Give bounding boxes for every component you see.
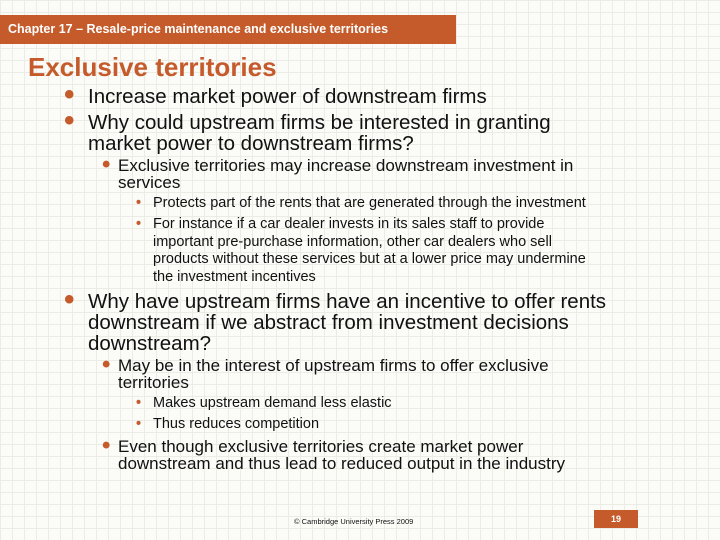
bullet-text: Protects part of the rents that are generated through the investment	[153, 195, 586, 211]
bullet-text-line: Why could upstream firms be interested in granting	[88, 111, 551, 134]
bullet-item-level3	[136, 416, 319, 434]
bullet-icon: •	[136, 395, 142, 411]
bullet-text-line: For instance if a car dealer invests in its sales staff to provide	[153, 216, 545, 232]
bullet-item-level3	[136, 195, 586, 213]
bullet-item-level1	[64, 283, 607, 355]
bullet-icon: •	[64, 283, 75, 316]
bullet-item-level2	[102, 351, 549, 392]
bullet-item-level3	[136, 216, 586, 286]
slide-title: Exclusive territories	[28, 52, 277, 82]
bullet-item-level1	[64, 78, 487, 111]
bullet-text-line: Even though exclusive territories create market power	[118, 437, 524, 456]
chapter-title: Chapter 17 – Resale-price maintenance and exclusive territories	[8, 22, 389, 36]
chapter-header-bar	[0, 15, 456, 44]
copyright-notice: © Cambridge University Press 2009	[294, 517, 414, 526]
bullet-text: Thus reduces competition	[153, 416, 320, 432]
bullet-text-line: important pre-purchase information, other car dealers who sell	[153, 233, 552, 250]
bullet-icon: •	[102, 432, 111, 459]
bullet-icon: •	[64, 78, 75, 111]
bullet-icon: •	[102, 351, 111, 378]
bullet-icon: •	[136, 216, 142, 232]
bullet-text-line: Exclusive territories may increase downstream investment in	[118, 156, 574, 175]
bullet-text-line: products without these services but at a lower price may undermine	[153, 251, 586, 267]
bullet-text-line: services	[118, 173, 181, 192]
bullet-item-level1	[64, 104, 551, 155]
bullet-text-line: downstream if we abstract from investment decisions	[88, 311, 569, 334]
bullet-icon: •	[136, 416, 142, 432]
bullet-icon: •	[64, 104, 75, 137]
bullet-text-line: May be in the interest of upstream firms to offer exclusive	[118, 356, 549, 375]
bullet-text-line: the investment incentives	[153, 268, 316, 285]
bullet-text-line: downstream and thus lead to reduced output in the industry	[118, 454, 566, 473]
bullet-text-line: territories	[118, 373, 189, 392]
bullet-text-line: market power to downstream firms?	[88, 132, 414, 155]
page-number-badge	[594, 510, 638, 528]
bullet-icon: •	[102, 151, 111, 178]
page-number: 19	[610, 514, 621, 524]
bullet-item-level3	[136, 395, 392, 413]
bullet-item-level2	[102, 432, 566, 473]
bullet-item-level2	[102, 151, 574, 192]
bullet-text: Makes upstream demand less elastic	[153, 395, 392, 411]
bullet-text: Increase market power of downstream firms	[88, 85, 487, 108]
bullet-text-line: Why have upstream firms have an incentive to offer rents	[88, 290, 607, 313]
bullet-text-line: downstream?	[88, 332, 212, 355]
bullet-icon: •	[136, 195, 142, 211]
